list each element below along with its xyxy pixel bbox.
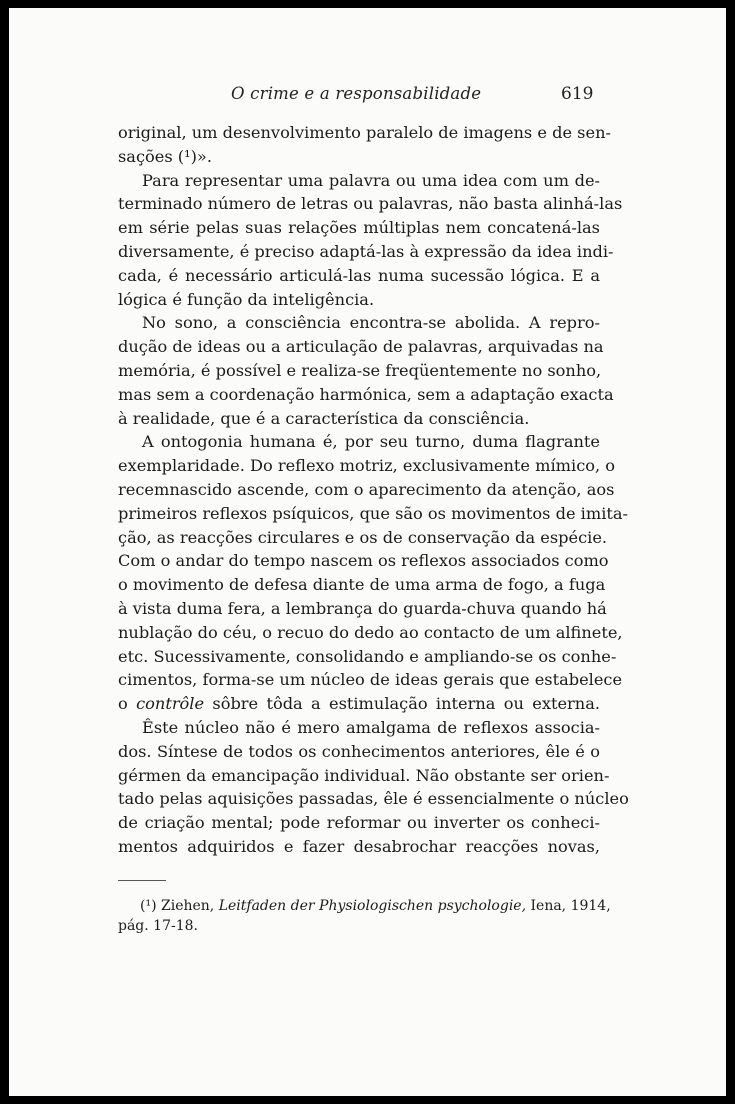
body-line: etc. Sucessivamente, consolidando e ampliando-se os conhe- bbox=[118, 646, 617, 666]
body-line: à realidade, que é a característica da consciência. bbox=[118, 408, 530, 428]
body-line: cimentos, forma-se um núcleo de ideas gerais que estabelece bbox=[118, 670, 623, 690]
body-line: sações (¹)». bbox=[118, 146, 212, 166]
body-line: Para representar uma palavra ou uma idea com um de- bbox=[142, 170, 600, 190]
body-line-part: o bbox=[118, 694, 128, 714]
running-header bbox=[9, 84, 726, 108]
body-line: lógica é função da inteligência. bbox=[118, 289, 375, 309]
body-line: memória, é possível e realiza-se freqüentemente no sonho, bbox=[118, 360, 602, 380]
body-line: gérmen da emancipação individual. Não obstante ser orien- bbox=[118, 765, 610, 785]
body-text bbox=[118, 121, 629, 859]
body-line: nublação do céu, o recuo do dedo ao contacto de um alfinete, bbox=[118, 622, 623, 642]
footnote bbox=[118, 896, 611, 936]
italic-term: contrôle bbox=[136, 694, 205, 714]
footnote-line-1 bbox=[118, 896, 611, 916]
body-line: Êste núcleo não é mero amalgama de reflexos associa- bbox=[142, 717, 600, 737]
body-line: recemnascido ascende, com o aparecimento da atenção, aos bbox=[118, 479, 615, 499]
body-line-part: sôbre tôda a estimulação interna ou externa. bbox=[212, 694, 600, 714]
body-line: A ontogonia humana é, por seu turno, duma flagrante bbox=[142, 432, 600, 452]
footnote-rule bbox=[118, 880, 166, 881]
page-number: 619 bbox=[561, 84, 594, 104]
body-line: mentos adquiridos e fazer desabrochar reacções novas, bbox=[118, 836, 600, 856]
body-line: No sono, a consciência encontra-se abolida. A repro- bbox=[142, 313, 600, 333]
body-line: terminado número de letras ou palavras, não basta alinhá-las bbox=[118, 194, 623, 214]
body-line: à vista duma fera, a lembrança do guarda-chuva quando há bbox=[118, 598, 607, 618]
body-line: original, um desenvolvimento paralelo de imagens e de sen- bbox=[118, 123, 611, 142]
body-line: Com o andar do tempo nascem os reflexos associados como bbox=[118, 551, 609, 571]
footnote-marker: (¹) bbox=[140, 898, 157, 914]
body-line: de criação mental; pode reformar ou inverter os conheci- bbox=[118, 813, 600, 833]
body-line: primeiros reflexos psíquicos, que são os movimentos de imita- bbox=[118, 503, 629, 523]
body-line: em série pelas suas relações múltiplas nem concatená-las bbox=[118, 218, 600, 238]
footnote-rest: Iena, 1914, bbox=[530, 898, 611, 914]
body-line: ção, as reacções circulares e os de conservação da espécie. bbox=[118, 527, 608, 547]
body-line bbox=[118, 692, 600, 716]
body-line: diversamente, é preciso adaptá-las à expressão da idea indi- bbox=[118, 241, 614, 261]
footnote-author: Ziehen, bbox=[161, 898, 215, 914]
body-line: o movimento de defesa diante de uma arma de fogo, a fuga bbox=[118, 575, 606, 595]
body-line: tado pelas aquisições passadas, êle é essencialmente o núcleo bbox=[118, 789, 629, 809]
footnote-title: Leitfaden der Physiologischen psychologie, bbox=[218, 898, 527, 914]
footnote-line-2: pág. 17-18. bbox=[118, 918, 198, 934]
body-line: dução de ideas ou a articulação de palavras, arquivadas na bbox=[118, 337, 604, 357]
body-line: dos. Síntese de todos os conhecimentos anteriores, êle é o bbox=[118, 741, 600, 761]
book-page bbox=[9, 8, 726, 1096]
running-title: O crime e a responsabilidade bbox=[231, 84, 482, 103]
body-line: exemplaridade. Do reflexo motriz, exclusivamente mímico, o bbox=[118, 456, 616, 476]
body-line: cada, é necessário articulá-las numa sucessão lógica. E a bbox=[118, 265, 600, 285]
body-line: mas sem a coordenação harmónica, sem a adaptação exacta bbox=[118, 384, 614, 404]
